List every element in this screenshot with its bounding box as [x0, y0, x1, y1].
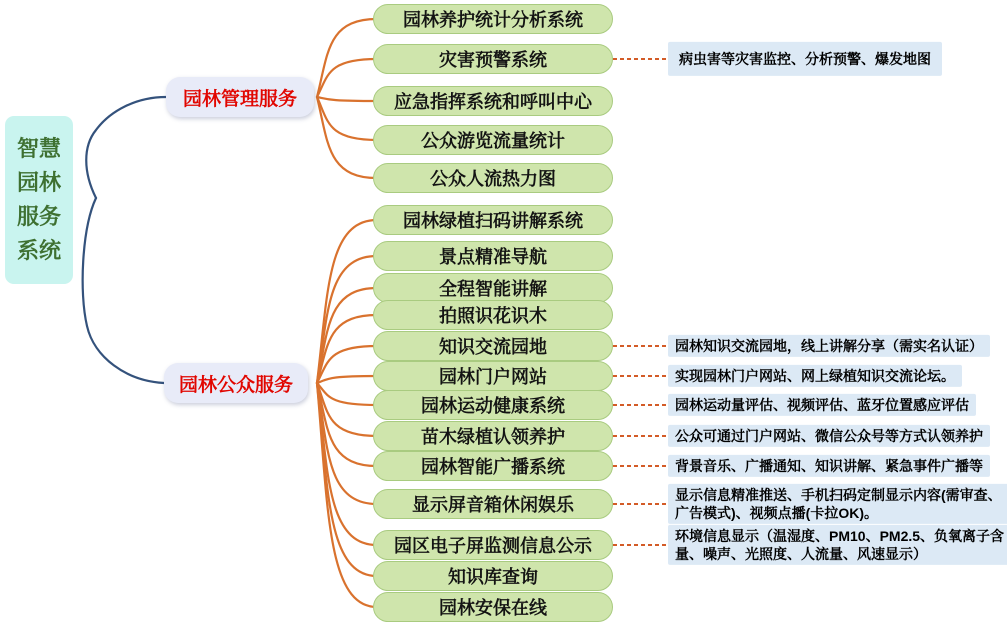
- root-line: 系统: [16, 238, 61, 263]
- branch-child-connector: [317, 383, 377, 607]
- mindmap-node[interactable]: 公众人流热力图: [373, 163, 613, 193]
- root-node[interactable]: [5, 116, 73, 284]
- branch-child-connector: [317, 220, 377, 383]
- mindmap-node[interactable]: 知识交流园地: [373, 331, 613, 361]
- branch-child-connector: [317, 376, 377, 383]
- root-brace-lower-connector: [83, 198, 164, 383]
- note-callout: 病虫害等灾害监控、分析预警、爆发地图: [668, 42, 942, 76]
- branch-child-connector: [317, 383, 377, 576]
- mindmap-node[interactable]: 园区电子屏监测信息公示: [373, 530, 613, 560]
- note-callout: 公众可通过门户网站、微信公众号等方式认领养护: [668, 425, 990, 447]
- mindmap-node[interactable]: 园林养护统计分析系统: [373, 4, 613, 34]
- note-callout: 环境信息显示（温湿度、PM10、PM2.5、负氧离子含量、噪声、光照度、人流量、风速显示）: [668, 525, 1007, 565]
- note-callout: 实现园林门户网站、网上绿植知识交流论坛。: [668, 365, 962, 387]
- mindmap-node[interactable]: 应急指挥系统和呼叫中心: [373, 86, 613, 116]
- mindmap-node[interactable]: 知识库查询: [373, 561, 613, 591]
- note-callout: 园林知识交流园地，线上讲解分享（需实名认证）: [668, 335, 990, 357]
- root-line: 园林: [16, 170, 61, 195]
- mindmap-node[interactable]: 园林绿植扫码讲解系统: [373, 205, 613, 235]
- note-callout: 园林运动量评估、视频评估、蓝牙位置感应评估: [668, 394, 976, 416]
- mindmap-node[interactable]: 灾害预警系统: [373, 44, 613, 74]
- mindmap-node[interactable]: 园林安保在线: [373, 592, 613, 622]
- mindmap-node[interactable]: 拍照识花识木: [373, 300, 613, 330]
- branch-child-connector: [317, 383, 377, 436]
- mindmap-node[interactable]: 园林运动健康系统: [373, 390, 613, 420]
- mindmap-node[interactable]: 园林智能广播系统: [373, 451, 613, 481]
- note-callout: 背景音乐、广播通知、知识讲解、紧急事件广播等: [668, 455, 990, 477]
- branch-node-management[interactable]: 园林管理服务: [166, 77, 314, 117]
- branch-child-connector: [317, 97, 377, 101]
- root-brace-upper-connector: [86, 97, 166, 198]
- branch-node-public[interactable]: 园林公众服务: [164, 363, 308, 403]
- branch-child-connector: [317, 59, 377, 97]
- mindmap-node[interactable]: 园林门户网站: [373, 361, 613, 391]
- root-line: 智慧: [16, 136, 61, 161]
- branch-child-connector: [317, 97, 377, 178]
- mindmap-node[interactable]: 全程智能讲解: [373, 273, 613, 303]
- branch-child-connector: [317, 19, 377, 97]
- mindmap-node[interactable]: 景点精准导航: [373, 241, 613, 271]
- mindmap-node[interactable]: 苗木绿植认领养护: [373, 421, 613, 451]
- mindmap-node[interactable]: 公众游览流量统计: [373, 125, 613, 155]
- branch-child-connector: [317, 383, 377, 405]
- note-callout: 显示信息精准推送、手机扫码定制显示内容(需审查、广告模式)、视频点播(卡拉OK)。: [668, 484, 1007, 524]
- mindmap-node[interactable]: 显示屏音箱休闲娱乐: [373, 489, 613, 519]
- root-line: 服务: [16, 204, 61, 229]
